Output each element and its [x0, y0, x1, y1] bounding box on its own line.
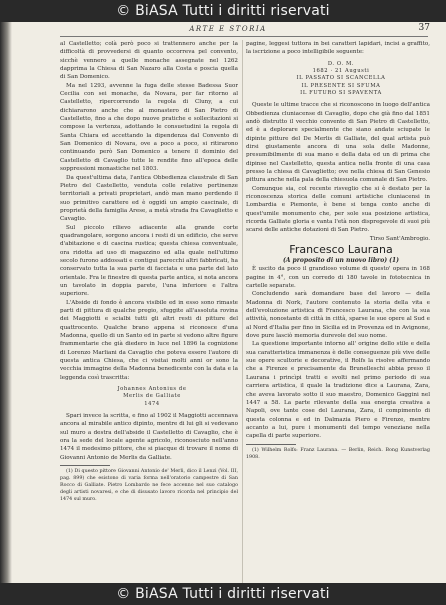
page-number: 37 [418, 23, 430, 33]
left-paragraph-5: L'Abside di fondo è ancora visibile ed in esso sono rimaste parti di pittura di qualche pregio, sfuggite all'assoluta rovina dei Maggiotti e scialbi tutti gli altri resti di pitture del quattrocento. Qualche brano appena si riconosce d'una Madonna, quello di un Santo ed in parte si vedono altre figure frammentarie che già diedero in luce nel 1896 la cognizione di Lorenzo Marliani da Cavaglio che poteva essere l'autore di questa antica Chiesa, che ci visitai molti anni or sono la vecchia immagine della Madonna benedicente con la data e la leggenda così trascritta: [60, 299, 238, 381]
left-footnote: (1) Di questo pittore Giovanni Antonio de' Merli, dico il Lenzi (Vol. III, pag. 899) che esistono di varia forma nell'oratorio campestre di San Rocco di Galliate. Pietro Lombardo ne fece accenno nel suo catalogo degli artisti novaresi, e che di disusato lavoro ricorda nel principio del 1474 sul muro. [60, 469, 238, 503]
epigraph-line-1: D. O. M. [327, 60, 355, 67]
right-paragraph-3: Comunque sia, col recente risveglio che si è destato per la riconoscenza storica delle comuni artistiche cluniacensi in Lombardia e Piemonte, è bene si tenga conto anche di quest'umile monumento che, per sole sua posizione artistica, ricorda Galliate gloria e vanta l'età non dispregevole di suoi più scarsi delle antiche dotazioni di San Pietro. [246, 185, 430, 234]
header-rule [60, 36, 428, 37]
footnote-rule [60, 465, 110, 466]
epigraph-line-3: IL PASSATO SI SCANCELLA [296, 75, 386, 82]
watermark-text-top: © BiASA Tutti i diritti riservati [116, 3, 330, 19]
right-paragraph-1: pagine, leggesi tuttora in bei caratteri lapidari, incisi a graffito, la iscrizione a poco intelligibile seguente: [246, 41, 430, 56]
article-paragraph-1: È uscito da poco il grandioso volume di questo' opera in 168 pagine in 4°, con un corredo di 180 tavole in fototecnica in cartelle separate. [246, 266, 430, 290]
left-column [60, 40, 238, 585]
painter-inscription-line-2: Merlis de Galliate [123, 393, 181, 400]
watermark-banner-top [0, 0, 446, 22]
right-paragraph-2: Queste le ultime tracce che si riconoscono in luogo dell'antica Obbedienza cluniacense di Cavaglio, dopo che già fino dal 1851 andò distrutto il vecchio convento di San Pietro di Castelletto, ed è a deplorare specialmente che siano andate sciupate le dipinte pitture del De Merlis di Galliate, del qual artista può dirsi giustamente ancora di una sola delle Madonne, presumibilmente di sua mano e della data ed un di prima che dipinse nel Castelletto, questa antica nella fronte di una casa presso la chiesa di Cavaglietto; ove nella chiesa di San Genesio pittura anche nella pala della chiesuola comunale di San Pietro. [246, 102, 430, 184]
author-signature: Tirso Sant'Ambrogio. [369, 235, 430, 242]
right-column [246, 40, 430, 585]
painter-inscription-line-3: 1474 [144, 400, 160, 407]
left-paragraph-4: Sul piccolo rilievo adiacente alla grande corte quadrangolare, sorgono ancora i resti di un edificio, che serve d'abitazione e di cascina rustica; questa chiesa conventuale, ora ridotta ad uso di magazzino ed alla quale nell'ultimo secolo furono addossati e contigui parecchi altri fabbricati, ha conservato tutta la sua parte di facciata e una parte del lato orientale. Fra le finestre di questa parte antica, si nota ancora un tavolato in doppia parete, l'una inferiore e l'altra superiore. [60, 224, 238, 298]
epigraph-line-4: IL PRESENTE SI SFUMA [301, 82, 381, 89]
article-paragraph-2: Concludendo sarà domandare base del lavoro — della Madonna di Nork, l'autore contenuto la storia della vita e dell'evoluzione artistica di Francesco Laurana, che con la sua attività, nonostante di città in città, sparse le sue opere al Sud e al Nord d'Italia per fino in Sicilia ed in Provenza ed in Avignone, dove pure lasciò memoria durevole del suo nome. [246, 291, 430, 340]
column-separator [242, 40, 243, 585]
watermark-banner-bottom [0, 583, 446, 605]
left-paragraph-6: Spari invece la scritta, e fino al 1902 il Maggiotti accennava ancora al mirabile antico dipinto, mentre di lui gli si vedevano sul muro a destra dell'abside il Castelletto di Cavaglio, che è ora la sede del locale agente agricolo, riconosciuto nell'anno 1474 il medesimo pittore, che si piacque di trovare il nome di Giovanni Antonio de Merlis da Galliate. [60, 412, 238, 461]
article-footnote: (1) Wilhelm Rolfs: Franz Laurana. — Berlin, Reich. Bong Kunstverlag 1908. [246, 447, 430, 460]
epigraph-line-5: IL FUTURO SI SPAVENTA [300, 89, 382, 96]
article-footnote-rule [246, 444, 296, 445]
article-subtitle: (A proposito di un nuovo libro) (1) [282, 257, 400, 265]
epigraph-line-2: 1682 · 21 Augusti [312, 67, 370, 74]
left-paragraph-1: al Castelletto; colà però poco si trattennero anche per la difficoltà di provvedersi di quanto occorreva pel convento, sicchè vennero a quelle monache assegnate nel 1262 dapprima la Chiesa di San Nazaro alla Costa e poscia quella di San Domenico. [60, 41, 238, 81]
painter-inscription-line-1: Johannes Antonius de [117, 386, 187, 393]
article-paragraph-3: La questione importante intorno all' origine dello stile e della sua caratteristica immanenza è delle conseguenze più vive delle sue opere scultorie e decorative, il Rolfs la risolve affermando che a Firenze e precisamente da Brunelleschi abbia preso il Laurana i princìpi tratti e svolti nel primo periodo di sua carriera artistica, il quale la tradizione dice a Laurana, Zara, che aveva lavorato sotto il suo maestro, Domenico Gaggini nel 1447 a 58. La parte rilevante della sua energia creativa a Napoli, ove tante cose del Laurana, Zara, il compimento di questa colonna e ed in Dalmazia Piero e Firenze, mentre accanto a lui, pure i monumenti del tempo veneziane nella capella di parte superiore. [246, 341, 430, 440]
left-paragraph-2: Ma nel 1293, avvenne la fuga delle stesse Badessa Suor Cecilia con sei monache, da Novara, per far ritorno al Castelletto, ripercorrendo la regola di Cluny, a cui dichiararono anche che al monastero di San Pietro di Castelletto, fino a che dopo nuove pratiche e sollecitazioni si compose la vertenza, adottando le consuetudini la regola di Santa Chiara ed accettando la dipendenza dal Convento di San Domenico di Novara, ove a poco a poco, si ritirarono continuando però San Domenico a tenere il dominio del Castelletto di Cavaglio tutte le rendite fino all'epoca delle soppressioni monastiche nel 1803. [60, 82, 238, 173]
running-title: ARTE E STORIA [189, 25, 267, 33]
article-title: Francesco Laurana [289, 243, 393, 257]
left-paragraph-3: Da quest'ultima data, l'antica Obbedienza claustrale di San Pietro del Castelletto, venduta colle relative pertinenze territoriali a privati proprietari, andò man mano perdendo il suo primitivo carattere ed è oggidì un ampio cascinale, di proprietà della famiglia Arese, a metà strada fra Cavaglietto e Cavaglio. [60, 174, 238, 223]
binding-shadow [0, 0, 12, 605]
watermark-text-bottom: © BiASA Tutti i diritti riservati [116, 586, 330, 602]
